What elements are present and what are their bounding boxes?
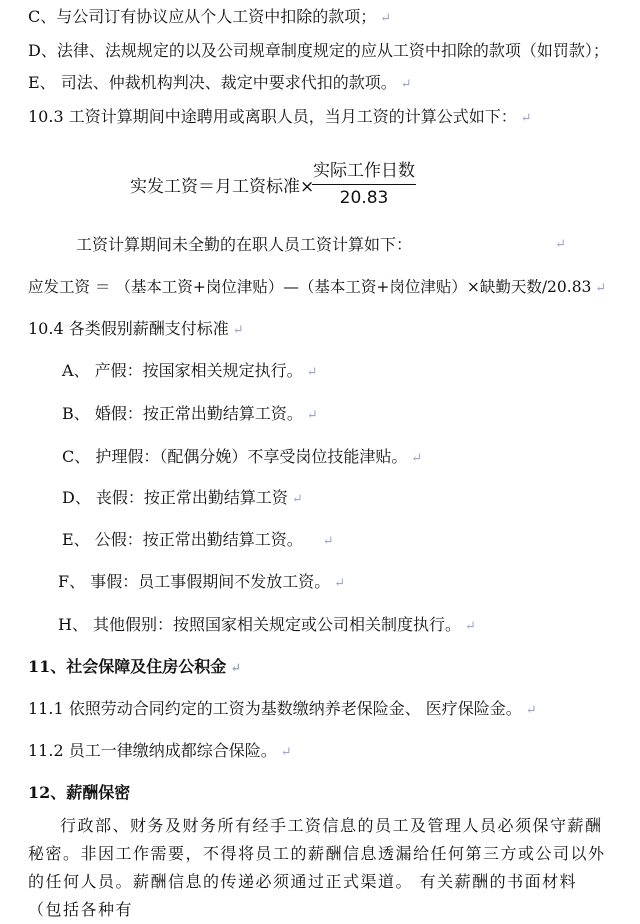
item-c-deduction [28, 6, 391, 30]
leave-item-f [58, 571, 345, 595]
section-11-heading [28, 656, 241, 680]
formula-fraction [312, 160, 416, 209]
payable-formula [28, 276, 606, 300]
section-11-2 [28, 740, 292, 764]
paragraph-mark-icon: ↵ [291, 492, 303, 507]
formula-denominator: 20.83 [339, 188, 389, 208]
paragraph-mark-icon: ↵ [525, 703, 537, 718]
paragraph-mark-icon: ↵ [232, 323, 244, 338]
section-12-heading [28, 782, 130, 804]
section-10-4 [28, 318, 244, 342]
payable-formula-text: 应发工资 ＝ （基本工资+岗位津贴）—（基本工资+岗位津贴）×缺勤天数/20.83 [28, 278, 592, 296]
leave-item-h-text: H、 其他假别：按照国家相关规定或公司相关制度执行。 [58, 615, 462, 634]
paragraph-mark-icon: ↵ [306, 408, 318, 423]
section-11-1-text: 11.1 依照劳动合同约定的工资为基数缴纳养老保险金、 医疗保险金。 [28, 699, 522, 718]
section-11-heading-text: 11、社会保障及住房公积金 [28, 657, 227, 676]
paragraph-mark-icon: ↵ [411, 451, 423, 466]
partial-attendance-text: 工资计算期间未全勤的在职人员工资计算如下： [76, 235, 413, 254]
leave-item-d-text: D、 丧假：按正常出勤结算工资 [62, 488, 288, 507]
paragraph-mark-icon: ↵ [380, 11, 392, 26]
leave-item-e [62, 529, 334, 553]
leave-item-e-text: E、 公假：按正常出勤结算工资。 [62, 530, 303, 549]
salary-formula [130, 160, 550, 220]
paragraph-mark-icon: ↵ [520, 111, 532, 126]
section-11-1 [28, 698, 537, 722]
section-12-paragraph: 行政部、财务及财务所有经手工资信息的员工及管理人员必须保守薪酬秘密。非因工作需要，不得将员工的薪酬信息透漏给任何第三方或公司以外的任何人员。薪酬信息的传递必须通过正式渠道。 有关薪酬的书面材料（包括各种有 [28, 816, 606, 919]
section-10-3-text: 10.3 工资计算期间中途聘用或离职人员，当月工资的计算公式如下： [28, 107, 517, 126]
leave-item-b-text: B、 婚假：按正常出勤结算工资。 [62, 404, 303, 423]
leave-item-c [62, 446, 422, 470]
partial-attendance-heading [76, 234, 566, 256]
item-d-deduction [28, 40, 609, 62]
leave-item-a-text: A、 产假：按国家相关规定执行。 [62, 361, 303, 380]
leave-item-c-text: C、 护理假：（配偶分娩）不享受岗位技能津贴。 [62, 447, 408, 466]
formula-lhs: 实发工资＝月工资标准× [130, 177, 315, 197]
paragraph-mark-icon: ↵ [334, 576, 346, 591]
section-10-3 [28, 106, 532, 130]
leave-item-d [62, 487, 303, 511]
paragraph-mark-icon: ↵ [400, 77, 412, 92]
section-12-heading-text: 12、薪酬保密 [28, 783, 131, 802]
section-10-4-text: 10.4 各类假别薪酬支付标准 [28, 319, 229, 338]
paragraph-mark-icon: ↵ [465, 619, 476, 634]
paragraph-mark-icon: ↵ [230, 661, 242, 676]
leave-item-b [62, 403, 318, 427]
paragraph-mark-icon: ↵ [322, 534, 334, 549]
item-e-deduction [28, 72, 412, 96]
item-e-text: E、 司法、仲裁机构判决、裁定中要求代扣的款项。 [28, 73, 397, 92]
paragraph-mark-icon: ↵ [595, 281, 607, 296]
item-d-text: D、法律、法规规定的以及公司规章制度规定的应从工资中扣除的款项（如罚款）； [28, 41, 609, 60]
paragraph-mark-icon: ↵ [280, 745, 292, 760]
section-11-2-text: 11.2 员工一律缴纳成都综合保险。 [28, 741, 277, 760]
leave-item-a [62, 360, 318, 384]
formula-numerator: 实际工作日数 [312, 160, 416, 185]
leave-item-f-text: F、 事假：员工事假期间不发放工资。 [58, 572, 331, 591]
paragraph-mark-icon: ↵ [555, 237, 566, 252]
paragraph-mark-icon: ↵ [306, 365, 318, 380]
item-c-text: C、与公司订有协议应从个人工资中扣除的款项； [28, 7, 377, 26]
leave-item-h [58, 614, 476, 638]
